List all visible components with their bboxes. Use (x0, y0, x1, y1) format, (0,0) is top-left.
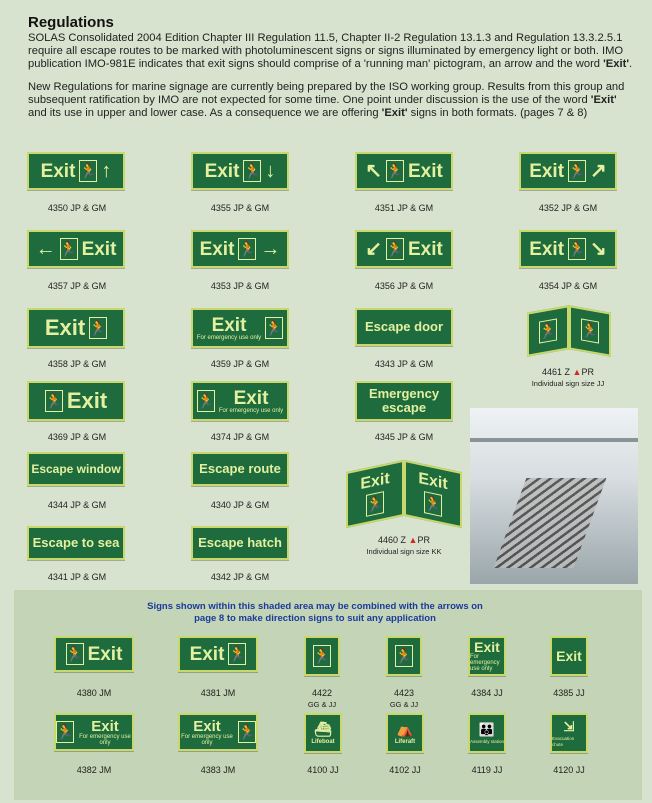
sign-word: Escape door (364, 319, 444, 334)
sign-small-text: For emergency use only (181, 733, 233, 746)
sign-code: 4385 JJ (553, 688, 585, 698)
sign-4357 (27, 230, 125, 268)
sign-code: 4384 JJ (471, 688, 503, 698)
sign-word: Exit (199, 238, 235, 260)
sign-label: Lifeboat (311, 739, 335, 745)
sign-code: 4461 Z (542, 367, 571, 377)
running-man-icon: 🏃 (568, 160, 586, 182)
para2-text: New Regulations for marine signage are currently being prepared by the ISO working group. Results from this group and subsequent ratification by IMO are not expected for some time. One point under discussion is the use of the word (28, 80, 625, 106)
sign-4460-left-panel (346, 460, 404, 528)
sign-code: 4356 JP & GM (374, 281, 434, 291)
sign-4100 (304, 713, 342, 753)
sign-4350 (27, 152, 125, 190)
sign-code: 4357 JP & GM (47, 281, 107, 291)
lifeboat-icon: ⛴ (314, 721, 332, 737)
sign-word: Exit (211, 314, 247, 336)
regulations-paragraph-2 (28, 81, 638, 121)
sign-code: 4120 JJ (553, 765, 585, 775)
sign-code: 4355 JP & GM (210, 203, 270, 213)
sign-word: Escape to sea (32, 535, 120, 550)
sign-code: 4340 JP & GM (210, 500, 270, 510)
pr-label: PR (417, 535, 430, 545)
running-man-icon: 🏃 (313, 645, 331, 667)
sign-4356 (355, 230, 453, 268)
sign-4380 (54, 636, 134, 672)
sign-code: 4100 JJ (307, 765, 339, 775)
arrow-up-left-icon: ↖ (365, 160, 382, 182)
sign-4381 (178, 636, 258, 672)
sign-code: 4344 JP & GM (47, 500, 107, 510)
sign-code: 4358 JP & GM (47, 359, 107, 369)
sign-code: 4374 JP & GM (210, 432, 270, 442)
sign-4461-caption (513, 367, 623, 389)
sign-code: 4350 JP & GM (47, 203, 107, 213)
para1-end: . (628, 58, 633, 71)
sign-word: Exit (87, 643, 123, 665)
sign-label: Evacuation chute (552, 735, 575, 747)
para2-end: signs in both formats. (pages 7 & 8) (407, 107, 588, 120)
sign-4461-right-panel (569, 305, 611, 356)
sign-text (180, 719, 234, 746)
sign-code: 4354 JP & GM (538, 281, 598, 291)
sign-4422 (304, 636, 340, 676)
sign-code: 4460 Z (378, 535, 407, 545)
running-man-icon: 🏃 (243, 160, 261, 182)
sign-code: 4342 JP & GM (210, 572, 270, 582)
sign-word: Exit (407, 238, 443, 260)
para2-mid: and its use in upper and lower case. As a consequence we are offering (28, 107, 382, 120)
sign-4355 (191, 152, 289, 190)
sign-4383 (178, 713, 258, 751)
sign-4460-right-panel (404, 460, 462, 528)
sign-4119 (468, 713, 506, 753)
pr-label: PR (581, 367, 594, 377)
sign-4385 (550, 636, 588, 676)
sign-code: 4352 JP & GM (538, 203, 598, 213)
sign-word: Emergency escape (368, 386, 440, 415)
sign-text (78, 719, 132, 746)
running-man-icon: 🏃 (581, 318, 599, 343)
sign-4343 (355, 308, 453, 346)
evacuation-chute-icon: ⇲ (563, 718, 575, 734)
regulations-header (28, 14, 638, 129)
sign-4352 (519, 152, 617, 190)
para2-bold2: 'Exit' (381, 107, 408, 120)
sign-word: Exit (529, 238, 565, 260)
sign-4340 (191, 452, 289, 486)
sign-4342 (191, 526, 289, 560)
running-man-icon: 🏃 (197, 390, 215, 412)
sign-word: Exit (193, 717, 221, 735)
sign-4374 (191, 381, 289, 421)
combinable-note: Signs shown within this shaded area may be combined with the arrows on page 8 to make direction signs to suit any application (147, 601, 483, 624)
para1-text: SOLAS Consolidated 2004 Edition Chapter III Regulation 11.5, Chapter II-2 Regulation 13.1.3 and Regulation 13.3.2.5.1 require all escape routes to be marked with photoluminescent signs or signs illuminated by emergency light or both. IMO publication IMO-981E indicates that exit signs should comprise of a 'running man' pictogram, an arrow and the word (28, 32, 624, 71)
sign-code: 4422 (311, 688, 333, 698)
sign-word: Escape window (31, 462, 121, 476)
running-man-icon: 🏃 (386, 160, 404, 182)
sign-word: Exit (40, 160, 76, 182)
arrow-right-icon: → (260, 238, 281, 260)
sign-small-text: For emergency use only (218, 407, 284, 414)
sign-code: 4381 JM (200, 688, 236, 698)
arrow-down-right-icon: ↘ (590, 238, 607, 260)
sign-code: 4380 JM (76, 688, 112, 698)
running-man-icon: 🏃 (386, 238, 404, 260)
triangle-icon: ▲ (572, 367, 582, 377)
arrow-up-icon: ↑ (101, 160, 112, 182)
sign-4359 (191, 308, 289, 348)
running-man-icon: 🏃 (395, 645, 413, 667)
sign-code: 4423 (393, 688, 415, 698)
sign-text (219, 389, 283, 414)
sign-code: 4369 JP & GM (47, 432, 107, 442)
running-man-icon: 🏃 (568, 238, 586, 260)
sign-word: Escape route (199, 461, 281, 476)
sign-code: 4351 JP & GM (374, 203, 434, 213)
sign-code: 4382 JM (76, 765, 112, 775)
page-title: Regulations (28, 14, 114, 31)
sign-4354 (519, 230, 617, 268)
sign-code: 4119 JJ (471, 765, 503, 775)
sign-4382 (54, 713, 134, 751)
assembly-station-icon: 👪 (478, 721, 496, 737)
photo-rail (470, 438, 638, 442)
running-man-icon: 🏃 (79, 160, 97, 182)
sign-word: Exit (91, 717, 119, 735)
running-man-icon: 🏃 (66, 643, 84, 665)
sign-4351 (355, 152, 453, 190)
sign-note: Individual sign size JJ (531, 379, 605, 388)
sign-4369 (27, 381, 125, 421)
sign-4358 (27, 308, 125, 348)
running-man-icon: 🏃 (56, 721, 74, 743)
running-man-icon: 🏃 (424, 491, 442, 517)
running-man-icon: 🏃 (238, 238, 256, 260)
sign-note: Individual sign size KK (366, 547, 442, 556)
running-man-icon: 🏃 (366, 491, 384, 517)
sign-code: 4341 JP & GM (47, 572, 107, 582)
sign-label: Assembly station (470, 738, 505, 744)
para2-bold1: 'Exit' (590, 93, 617, 106)
sign-code: 4343 JP & GM (374, 359, 434, 369)
sign-4341 (27, 526, 125, 560)
sign-word: Exit (66, 388, 108, 413)
sign-word: Exit (407, 160, 443, 182)
sign-word: Exit (233, 387, 269, 409)
sign-word: Exit (189, 643, 225, 665)
running-man-icon: 🏃 (45, 390, 63, 412)
sign-4423 (386, 636, 422, 676)
sign-code-2: GG & JJ (307, 700, 337, 709)
para1-bold: 'Exit' (603, 58, 629, 71)
sign-word: Exit (556, 648, 582, 664)
sign-small-text: For emergency use only (196, 334, 262, 341)
sign-word: Exit (360, 469, 390, 494)
liferaft-icon: ⛺ (396, 721, 414, 737)
arrow-up-right-icon: ↗ (590, 160, 607, 182)
sign-4460-caption (349, 535, 459, 557)
photo-stairs (494, 478, 607, 568)
regulations-paragraph-1 (28, 32, 638, 72)
sign-small-text: For emergency use only (79, 733, 131, 746)
sign-code: 4353 JP & GM (210, 281, 270, 291)
running-man-icon: 🏃 (539, 318, 557, 343)
sign-4353 (191, 230, 289, 268)
sign-word: Exit (474, 639, 500, 655)
sign-code: 4383 JM (200, 765, 236, 775)
sign-label: Liferaft (394, 739, 416, 745)
arrow-down-left-icon: ↙ (365, 238, 382, 260)
sign-word: Exit (418, 469, 448, 494)
sign-4345 (355, 381, 453, 421)
running-man-icon: 🏃 (238, 721, 256, 743)
triangle-icon: ▲ (408, 535, 418, 545)
running-man-icon: 🏃 (228, 643, 246, 665)
sign-code: 4359 JP & GM (210, 359, 270, 369)
sign-word: Escape hatch (198, 535, 282, 550)
running-man-icon: 🏃 (265, 317, 283, 339)
sign-4384 (468, 636, 506, 676)
sign-code-2: GG & JJ (389, 700, 419, 709)
ship-stairway-photo (470, 408, 638, 584)
sign-word: Exit (44, 315, 86, 340)
sign-4344 (27, 452, 125, 486)
arrow-down-icon: ↓ (265, 160, 276, 182)
sign-4120 (550, 713, 588, 753)
sign-code: 4345 JP & GM (374, 432, 434, 442)
sign-small-text: For emergency use only (470, 654, 500, 672)
sign-4102 (386, 713, 424, 753)
arrow-left-icon: ← (35, 238, 56, 260)
sign-word: Exit (204, 160, 240, 182)
sign-word: Exit (81, 238, 117, 260)
running-man-icon: 🏃 (60, 238, 78, 260)
sign-text (197, 316, 261, 341)
sign-4461-left-panel (527, 305, 569, 356)
sign-code: 4102 JJ (389, 765, 421, 775)
sign-word: Exit (529, 160, 565, 182)
running-man-icon: 🏃 (89, 317, 107, 339)
